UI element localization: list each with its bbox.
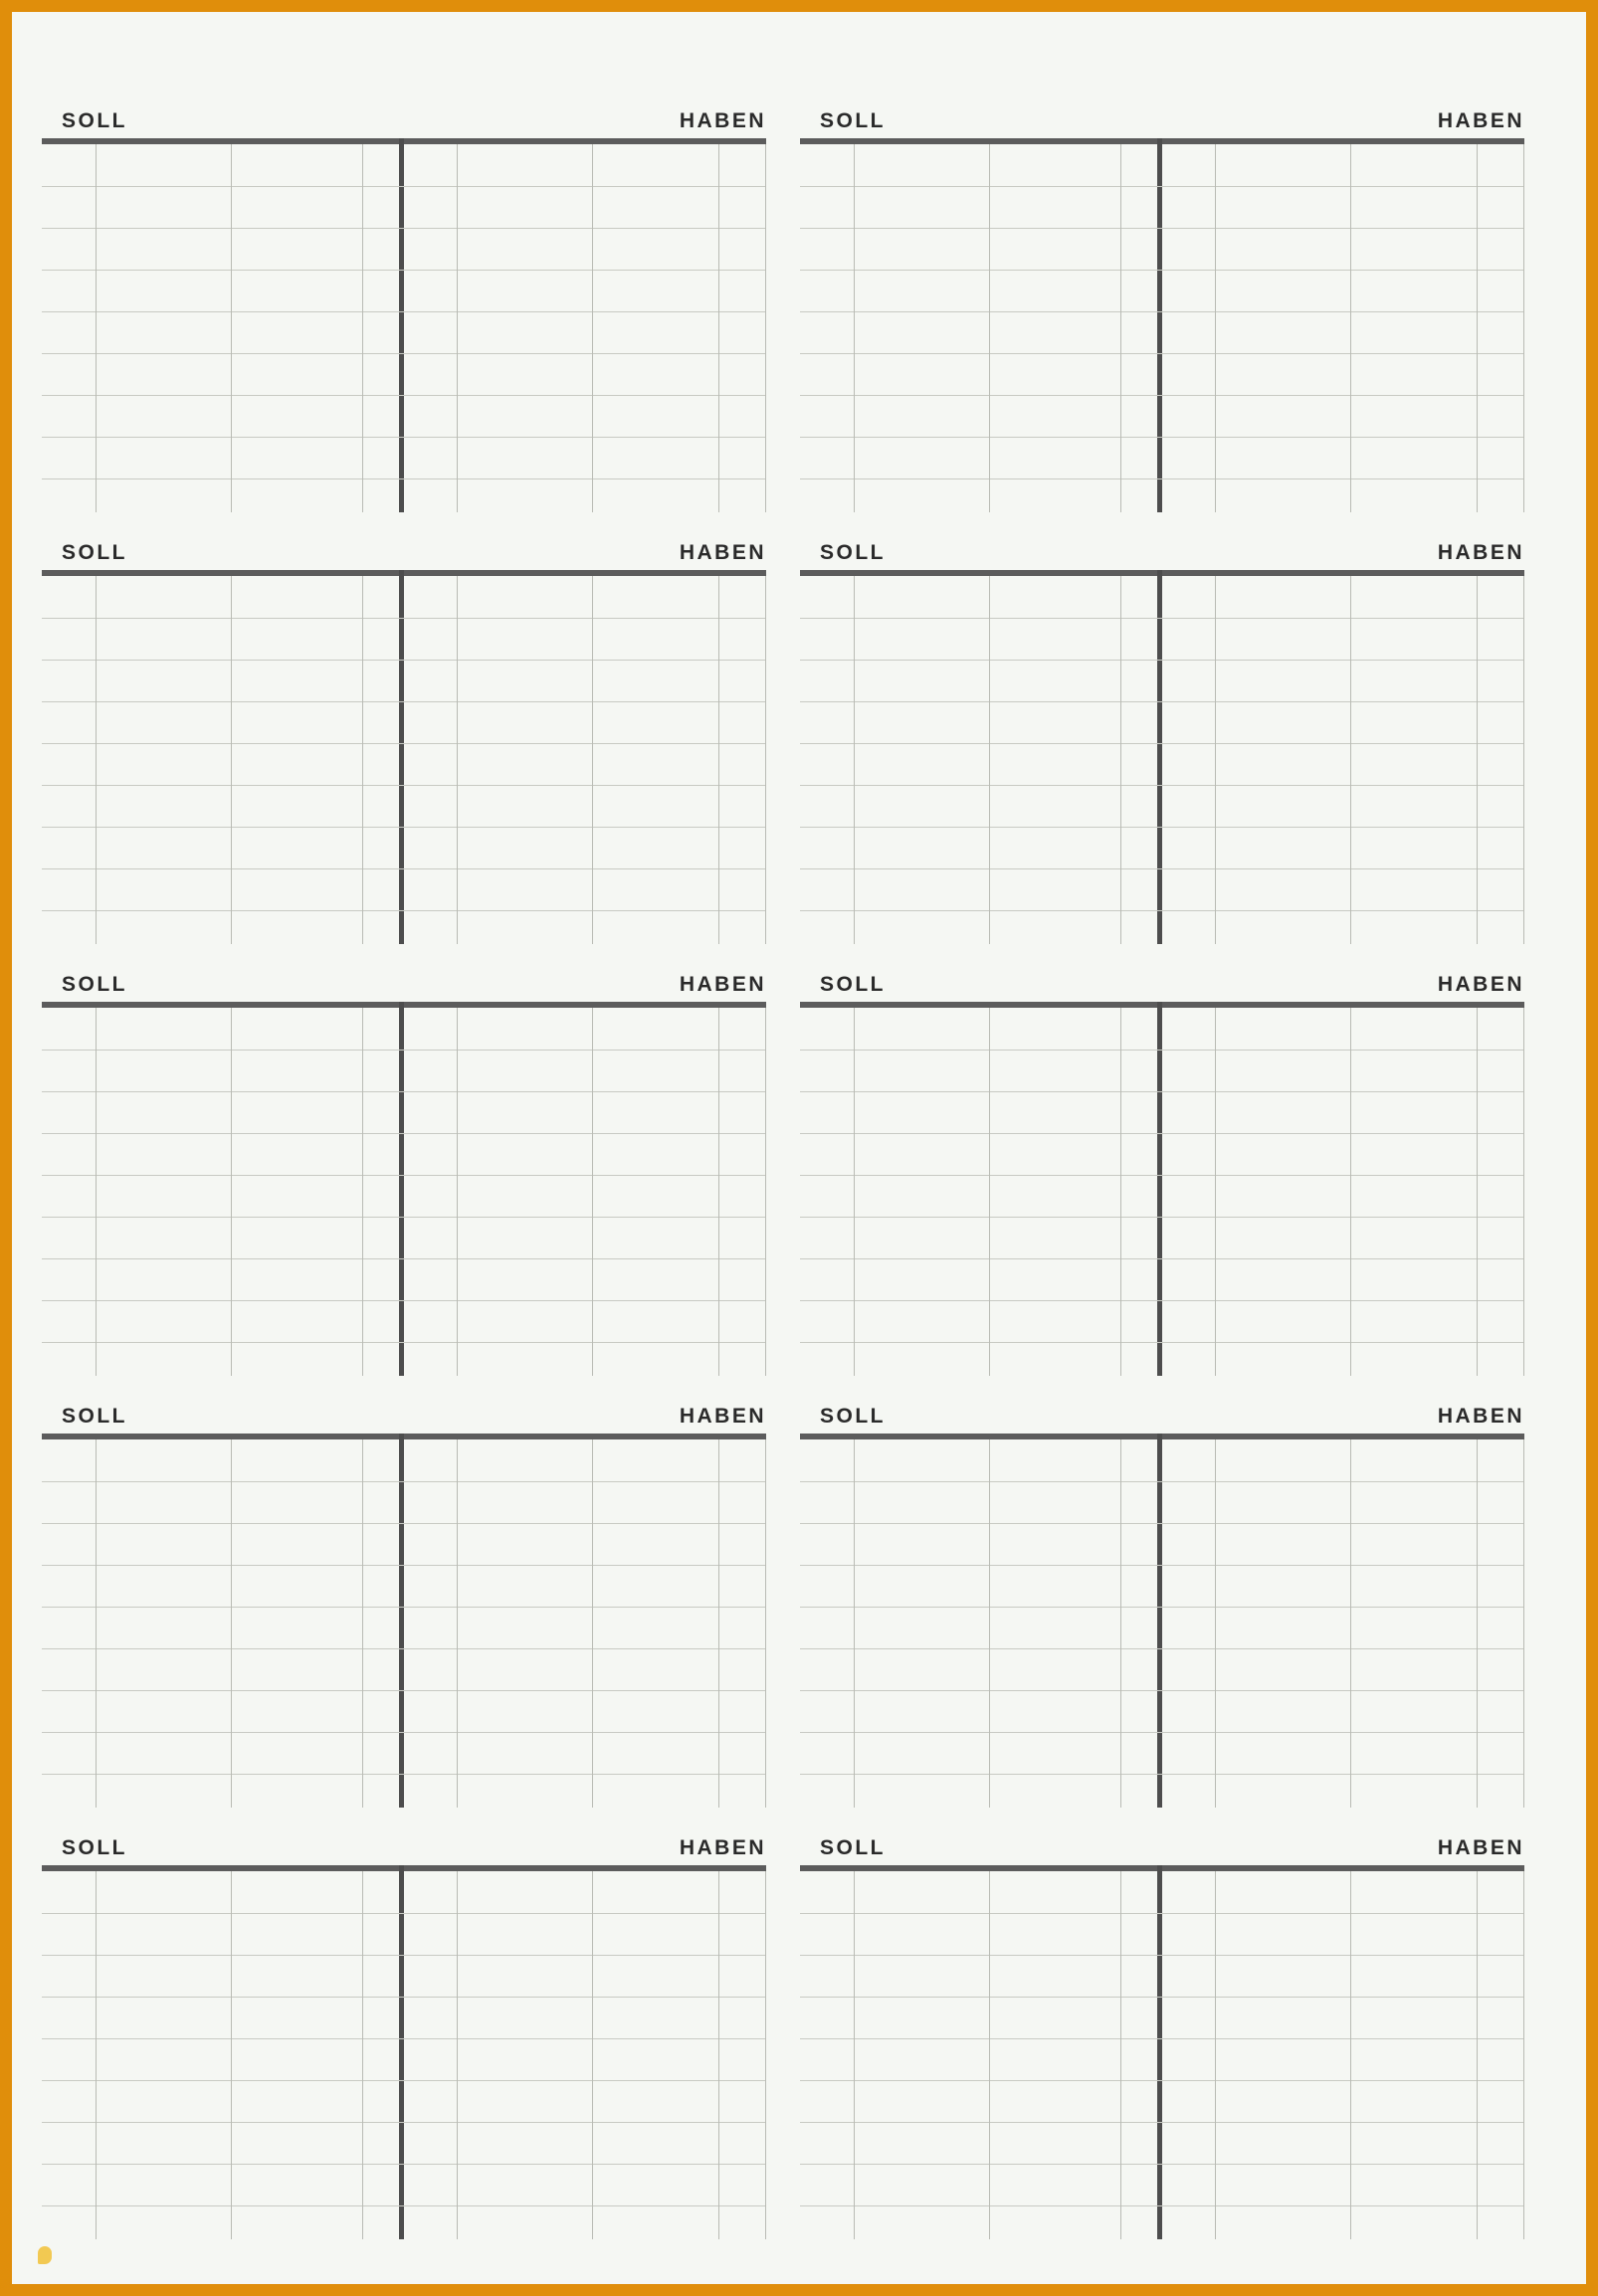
grid-row-line (800, 2122, 1524, 2123)
grid-row-line (800, 1774, 1524, 1775)
grid-edge-line (1523, 1871, 1524, 2239)
grid-col-line (718, 1439, 719, 1808)
grid-col-line (1215, 1871, 1216, 2239)
grid-row-line (800, 2038, 1524, 2039)
grid-col-line (362, 144, 363, 512)
top-rule (42, 138, 766, 144)
grid-col-line (718, 1871, 719, 2239)
center-rule (399, 138, 404, 512)
grid-row-line (800, 910, 1524, 911)
grid-row-line (800, 1648, 1524, 1649)
grid-row-line (42, 2164, 766, 2165)
haben-label: HABEN (1437, 541, 1524, 564)
grid-row-line (42, 618, 766, 619)
t-account-5 (42, 973, 766, 1391)
grid-col-line (1215, 144, 1216, 512)
grid-col-line (1477, 144, 1478, 512)
grid-row-line (800, 1091, 1524, 1092)
grid-edge-line (1523, 144, 1524, 512)
grid-row-line (800, 785, 1524, 786)
center-rule (1157, 1865, 1162, 2239)
grid-col-line (231, 1871, 232, 2239)
grid-row-line (42, 1258, 766, 1259)
grid-col-line (1350, 1439, 1351, 1808)
grid-col-line (1120, 576, 1121, 944)
grid-row-line (42, 1300, 766, 1301)
grid-edge-line (765, 1439, 766, 1808)
grid-row-line (800, 1690, 1524, 1691)
grid-edge-line (765, 144, 766, 512)
top-rule (42, 570, 766, 576)
grid-row-line (800, 478, 1524, 479)
soll-label: SOLL (62, 1836, 127, 1859)
grid-row-line (42, 2038, 766, 2039)
soll-label: SOLL (820, 1836, 886, 1859)
top-rule (800, 570, 1524, 576)
grid-col-line (718, 144, 719, 512)
grid-col-line (96, 1871, 97, 2239)
grid-row-line (42, 228, 766, 229)
center-rule (399, 1002, 404, 1376)
top-rule (800, 1002, 1524, 1008)
grid-col-line (718, 1008, 719, 1376)
center-rule (1157, 138, 1162, 512)
grid-edge-line (765, 1008, 766, 1376)
grid-col-line (989, 1008, 990, 1376)
grid-row-line (42, 910, 766, 911)
grid-row-line (800, 1342, 1524, 1343)
grid-row-line (800, 618, 1524, 619)
grid-row-line (800, 270, 1524, 271)
grid-row-line (42, 868, 766, 869)
soll-label: SOLL (820, 1405, 886, 1428)
grid-row-line (800, 1217, 1524, 1218)
grid-row-line (42, 827, 766, 828)
grid-col-line (1120, 1008, 1121, 1376)
grid-col-line (854, 144, 855, 512)
grid-col-line (592, 576, 593, 944)
t-account-1 (42, 109, 766, 527)
grid-row-line (42, 1913, 766, 1914)
soll-label: SOLL (820, 541, 886, 564)
grid-row-line (42, 743, 766, 744)
grid-col-line (96, 576, 97, 944)
watermark-icon (38, 2246, 52, 2264)
haben-label: HABEN (679, 109, 766, 132)
haben-label: HABEN (679, 541, 766, 564)
grid-row-line (42, 1217, 766, 1218)
t-account-6 (800, 973, 1524, 1391)
center-rule (1157, 1434, 1162, 1808)
grid-row-line (800, 1565, 1524, 1566)
grid-row-line (800, 701, 1524, 702)
center-rule (399, 1434, 404, 1808)
grid-edge-line (1523, 1439, 1524, 1808)
grid-col-line (1350, 1871, 1351, 2239)
grid-row-line (42, 1690, 766, 1691)
grid-row-line (42, 1342, 766, 1343)
grid-row-line (42, 2205, 766, 2206)
grid-row-line (42, 785, 766, 786)
ledger-sheet (12, 12, 1586, 2284)
haben-label: HABEN (1437, 973, 1524, 996)
grid-row-line (800, 1523, 1524, 1524)
grid-col-line (1477, 1008, 1478, 1376)
grid-col-line (592, 1439, 593, 1808)
grid-col-line (989, 1439, 990, 1808)
grid-row-line (800, 186, 1524, 187)
grid-row-line (800, 1300, 1524, 1301)
top-rule (42, 1865, 766, 1871)
haben-label: HABEN (1437, 1405, 1524, 1428)
top-rule (800, 138, 1524, 144)
grid-col-line (1215, 1008, 1216, 1376)
t-account-10 (800, 1836, 1524, 2254)
grid-col-line (1120, 1871, 1121, 2239)
grid-row-line (42, 1565, 766, 1566)
grid-col-line (854, 576, 855, 944)
grid-row-line (42, 1133, 766, 1134)
grid-col-line (592, 144, 593, 512)
grid-row-line (800, 827, 1524, 828)
grid-row-line (42, 1523, 766, 1524)
haben-label: HABEN (1437, 1836, 1524, 1859)
grid-col-line (592, 1871, 593, 2239)
grid-row-line (42, 660, 766, 661)
grid-row-line (42, 1607, 766, 1608)
grid-col-line (362, 1439, 363, 1808)
grid-col-line (231, 144, 232, 512)
haben-label: HABEN (679, 973, 766, 996)
grid-row-line (800, 868, 1524, 869)
grid-col-line (1477, 1871, 1478, 2239)
grid-row-line (800, 437, 1524, 438)
grid-col-line (457, 576, 458, 944)
grid-row-line (42, 437, 766, 438)
grid-col-line (1477, 1439, 1478, 1808)
t-account-4 (800, 541, 1524, 959)
grid-col-line (1120, 1439, 1121, 1808)
t-account-7 (42, 1405, 766, 1822)
grid-col-line (457, 1871, 458, 2239)
grid-col-line (1215, 576, 1216, 944)
center-rule (1157, 570, 1162, 944)
grid-col-line (989, 576, 990, 944)
grid-col-line (592, 1008, 593, 1376)
grid-row-line (42, 2080, 766, 2081)
haben-label: HABEN (1437, 109, 1524, 132)
grid-row-line (42, 186, 766, 187)
center-rule (1157, 1002, 1162, 1376)
grid-col-line (231, 576, 232, 944)
grid-edge-line (765, 1871, 766, 2239)
grid-row-line (42, 701, 766, 702)
grid-row-line (800, 1913, 1524, 1914)
grid-col-line (989, 144, 990, 512)
top-rule (800, 1434, 1524, 1439)
top-rule (42, 1002, 766, 1008)
grid-row-line (800, 2080, 1524, 2081)
grid-row-line (800, 1481, 1524, 1482)
grid-row-line (42, 1774, 766, 1775)
soll-label: SOLL (62, 973, 127, 996)
haben-label: HABEN (679, 1405, 766, 1428)
grid-row-line (800, 2164, 1524, 2165)
grid-col-line (1120, 144, 1121, 512)
grid-row-line (800, 2205, 1524, 2206)
grid-row-line (800, 1050, 1524, 1051)
grid-col-line (1350, 1008, 1351, 1376)
grid-col-line (96, 1439, 97, 1808)
grid-col-line (96, 1008, 97, 1376)
grid-col-line (362, 1008, 363, 1376)
grid-row-line (42, 478, 766, 479)
grid-row-line (800, 353, 1524, 354)
haben-label: HABEN (679, 1836, 766, 1859)
grid-col-line (854, 1439, 855, 1808)
grid-row-line (800, 1997, 1524, 1998)
grid-col-line (96, 144, 97, 512)
grid-col-line (362, 576, 363, 944)
soll-label: SOLL (62, 109, 127, 132)
grid-row-line (800, 1133, 1524, 1134)
soll-label: SOLL (62, 1405, 127, 1428)
grid-col-line (1350, 576, 1351, 944)
t-account-8 (800, 1405, 1524, 1822)
grid-col-line (457, 144, 458, 512)
grid-row-line (42, 270, 766, 271)
grid-col-line (1215, 1439, 1216, 1808)
grid-row-line (42, 1732, 766, 1733)
grid-col-line (362, 1871, 363, 2239)
grid-col-line (457, 1439, 458, 1808)
grid-col-line (1477, 576, 1478, 944)
grid-edge-line (765, 576, 766, 944)
grid-row-line (800, 395, 1524, 396)
grid-row-line (800, 743, 1524, 744)
grid-row-line (800, 1175, 1524, 1176)
grid-edge-line (1523, 1008, 1524, 1376)
grid-row-line (42, 1997, 766, 1998)
grid-row-line (800, 1732, 1524, 1733)
grid-row-line (42, 311, 766, 312)
grid-edge-line (1523, 576, 1524, 944)
grid-row-line (800, 1955, 1524, 1956)
top-rule (42, 1434, 766, 1439)
grid-row-line (42, 1648, 766, 1649)
grid-row-line (800, 660, 1524, 661)
grid-col-line (1350, 144, 1351, 512)
t-account-9 (42, 1836, 766, 2254)
grid-col-line (231, 1008, 232, 1376)
grid-row-line (42, 395, 766, 396)
grid-row-line (800, 228, 1524, 229)
grid-row-line (42, 1955, 766, 1956)
grid-row-line (42, 353, 766, 354)
center-rule (399, 570, 404, 944)
grid-col-line (718, 576, 719, 944)
center-rule (399, 1865, 404, 2239)
grid-row-line (800, 1607, 1524, 1608)
soll-label: SOLL (820, 109, 886, 132)
grid-row-line (42, 1175, 766, 1176)
grid-row-line (800, 311, 1524, 312)
grid-col-line (989, 1871, 990, 2239)
grid-col-line (854, 1008, 855, 1376)
top-rule (800, 1865, 1524, 1871)
grid-row-line (42, 1091, 766, 1092)
t-account-2 (800, 109, 1524, 527)
grid-row-line (800, 1258, 1524, 1259)
grid-col-line (457, 1008, 458, 1376)
grid-col-line (231, 1439, 232, 1808)
soll-label: SOLL (62, 541, 127, 564)
soll-label: SOLL (820, 973, 886, 996)
grid-col-line (854, 1871, 855, 2239)
t-account-3 (42, 541, 766, 959)
grid-row-line (42, 1050, 766, 1051)
grid-row-line (42, 2122, 766, 2123)
grid-row-line (42, 1481, 766, 1482)
